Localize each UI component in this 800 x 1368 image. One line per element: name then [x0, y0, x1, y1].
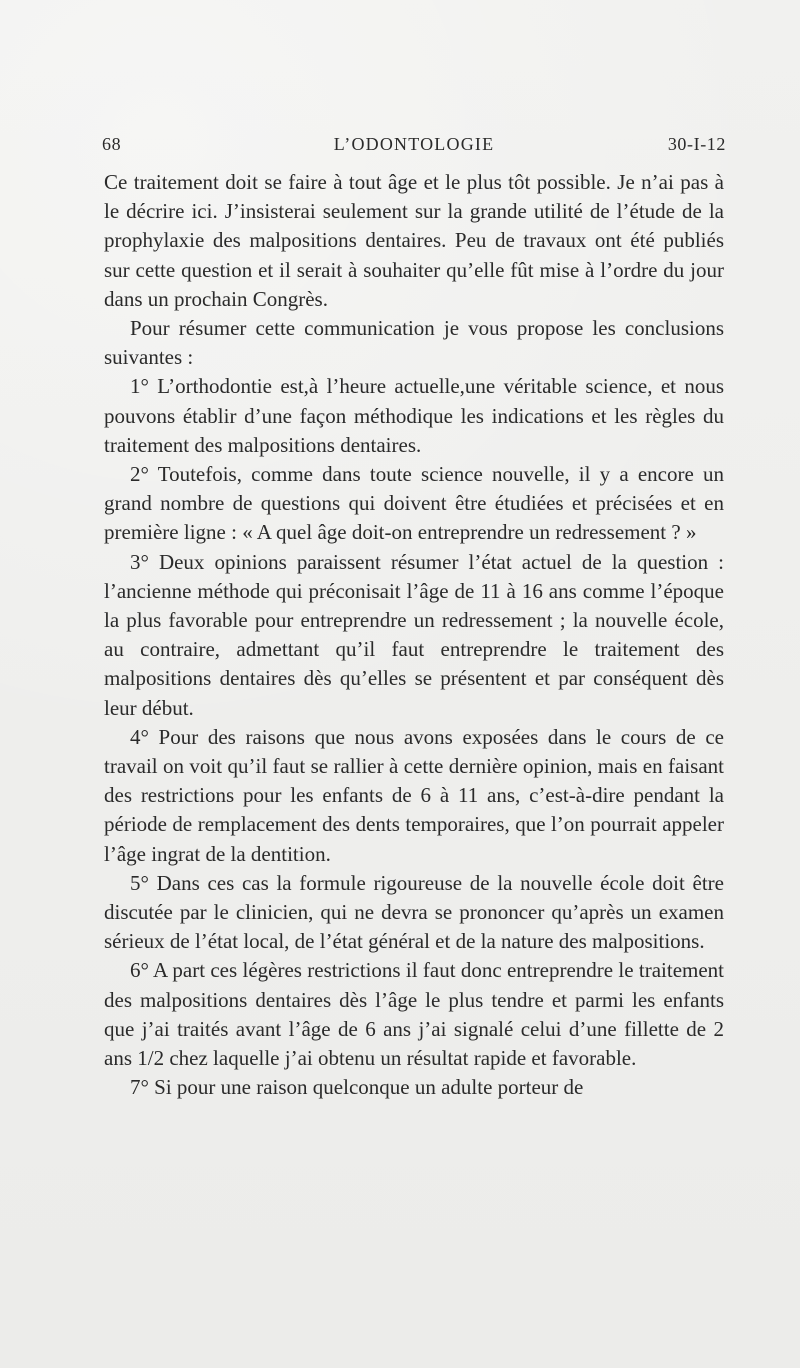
paragraph-continuation: Ce traitement doit se faire à tout âge et le plus tôt possible. Je n’ai pas à le décrire ici. J’insisterai seulement sur la grande utilité de l’étude de la prophylaxie des malpositions dentaires. Peu de travaux ont été publiés sur cette question et il serait à souhaiter qu’elle fût mise à l’ordre du jour dans un prochain Congrès. [104, 170, 724, 311]
conclusion-6: 6° A part ces légères restrictions il faut donc entreprendre le traitement des malpositions dentaires dès l’âge le plus tendre et parmi les enfants que j’ai traités avant l’âge de 6 ans j’ai signalé celui d’une fillette de 2 ans 1/2 chez laquelle j’ai obtenu un résultat rapide et favorable. [104, 958, 724, 1071]
conclusion-7: 7° Si pour une raison quelconque un adulte porteur de [130, 1075, 584, 1100]
paragraph-summary-intro: Pour résumer cette communication je vous propose les conclusions suivantes : [104, 316, 724, 370]
conclusion-2: 2° Toutefois, comme dans toute science nouvelle, il y a encore un grand nombre de questions qui doivent être étudiées et précisées et en première ligne : « A quel âge doit-on entreprendre un redressement ? » [104, 462, 724, 545]
conclusion-3: 3° Deux opinions paraissent résumer l’état actuel de la question : l’ancienne méthode qui préconisait l’âge de 11 à 16 ans comme l’époque la plus favorable pour entreprendre un redressement ; la nouvelle école, au contraire, admettant qu’il faut entreprendre le traitement des malpositions dentaires dès qu’elles se présentent et par conséquent dès leur début. [104, 549, 724, 720]
running-header [102, 134, 726, 162]
conclusion-1: 1° L’orthodontie est,à l’heure actuelle,une véritable science, et nous pouvons établir d’une façon méthodique les indications et les règles du traitement des malpositions dentaires. [104, 374, 724, 457]
journal-title: L’ODONTOLOGIE [333, 134, 495, 154]
body-text [104, 168, 724, 1103]
conclusion-5: 5° Dans ces cas la formule rigoureuse de la nouvelle école doit être discutée par le clinicien, qui ne devra se prononcer qu’après un examen sérieux de l’état local, de l’état général et de la nature des malpositions. [104, 870, 724, 954]
page-number: 68 [102, 134, 122, 154]
conclusion-4: 4° Pour des raisons que nous avons exposées dans le cours de ce travail on voit qu’il faut se rallier à cette dernière opinion, mais en faisant des restrictions pour les enfants de 6 à 11 ans, c’est-à-dire pendant la période de remplacement des dents temporaires, que l’on pourrait appeler l’âge ingrat de la dentition. [104, 724, 724, 866]
issue-date: 30-I-12 [667, 134, 726, 154]
